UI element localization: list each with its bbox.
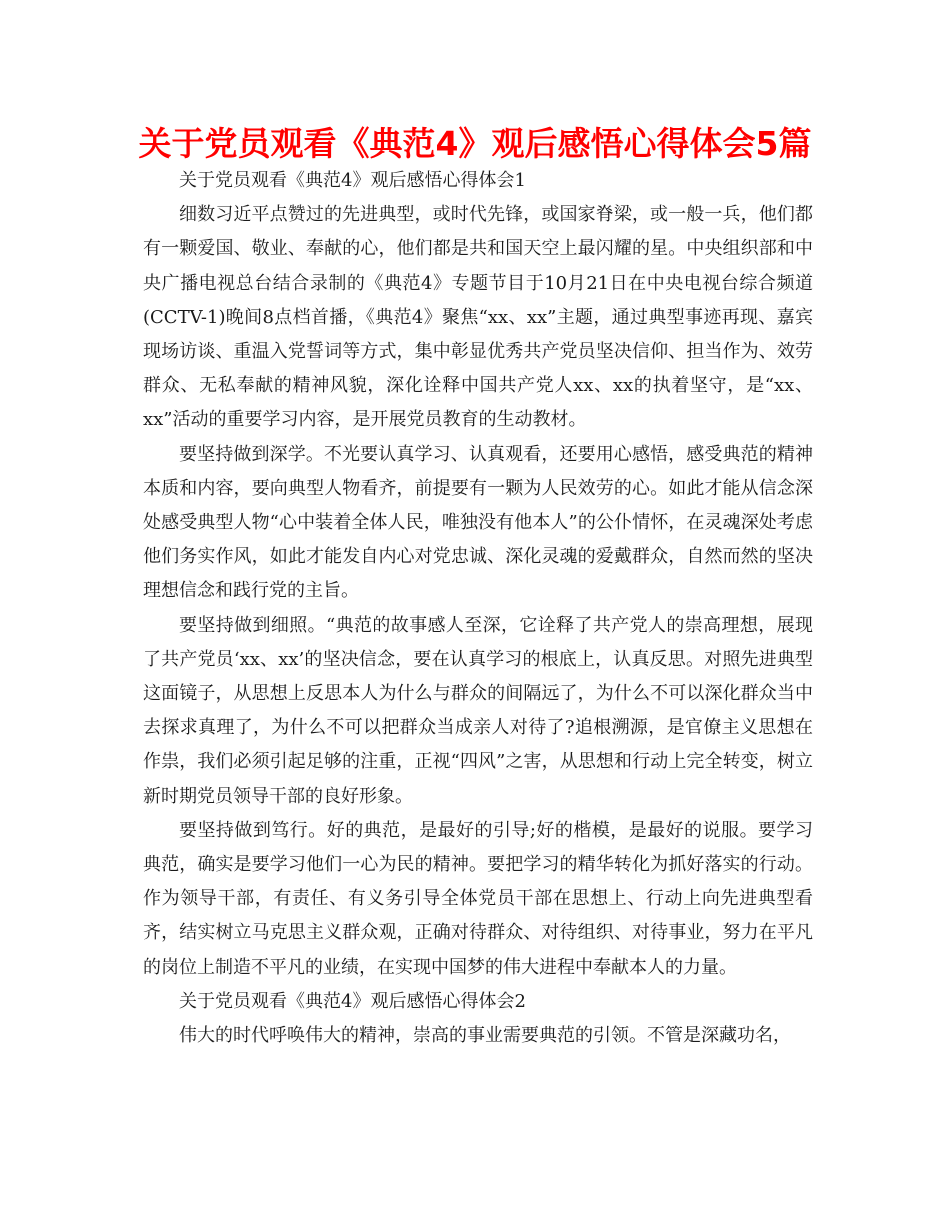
paragraph: 伟大的时代呼唤伟大的精神，崇高的事业需要典范的引领。不管是深藏功名， bbox=[179, 1025, 791, 1047]
paragraph: 要坚持做到细照。“典范的故事感人至深，它诠释了共产党人的崇高理想，展现了共产党员‘xx、xx’的坚决信念，要在认真学习的根底上，认真反思。对照先进典型这面镜子，从思想上反思本人为什么与群众的间隔远了，为什么不可以深化群众当中去探求真理了，为什么不可以把群众当成亲人对待了?追根溯源，是官僚主义思想在作祟，我们必须引起足够的注重，正视“四风”之害，从思想和行动上完全转变，树立新时期党员领导干部的良好形象。 bbox=[143, 614, 813, 807]
paragraph: 要坚持做到笃行。好的典范，是最好的引导;好的楷模，是最好的说服。要学习典范，确实是要学习他们一心为民的精神。要把学习的精华转化为抓好落实的行动。作为领导干部，有责任、有义务引导全体党员干部在思想上、行动上向先进典型看齐，结实树立马克思主义群众观，正确对待群众、对待组织、对待事业，努力在平凡的岗位上制造不平凡的业绩，在实现中国梦的伟大进程中奉献本人的力量。 bbox=[143, 819, 813, 978]
paragraph: 细数习近平点赞过的先进典型，或时代先锋，或国家脊梁，或一般一兵，他们都有一颗爱国、敬业、奉献的心，他们都是共和国天空上最闪耀的星。中央组织部和中央广播电视总台结合录制的《典范4》专题节目于10月21日在中央电视台综合频道(CCTV-1)晚间8点档首播，《典范4》聚焦“xx、xx”主题，通过典型事迹再现、嘉宾现场访谈、重温入党誓词等方式，集中彰显优秀共产党员坚决信仰、担当作为、效劳群众、无私奉献的精神风貌，深化诠释中国共产党人xx、xx的执着坚守，是“xx、xx”活动的重要学习内容，是开展党员教育的生动教材。 bbox=[143, 204, 813, 431]
section-heading-1: 关于党员观看《典范4》观后感悟心得体会1 bbox=[179, 170, 526, 191]
paragraph: 要坚持做到深学。不光要认真学习、认真观看，还要用心感悟，感受典范的精神本质和内容，要向典型人物看齐，前提要有一颗为人民效劳的心。如此才能从信念深处感受典型人物“心中装着全体人民，唯独没有他本人”的公仆情怀，在灵魂深处考虑他们务实作风，如此才能发自内心对党忠诚、深化灵魂的爱戴群众，自然而然的坚决理想信念和践行党的主旨。 bbox=[143, 443, 813, 602]
document-title: 关于党员观看《典范4》观后感悟心得体会5篇 bbox=[138, 124, 812, 163]
document-body bbox=[143, 164, 813, 1053]
section-heading-2: 关于党员观看《典范4》观后感悟心得体会2 bbox=[179, 990, 526, 1012]
